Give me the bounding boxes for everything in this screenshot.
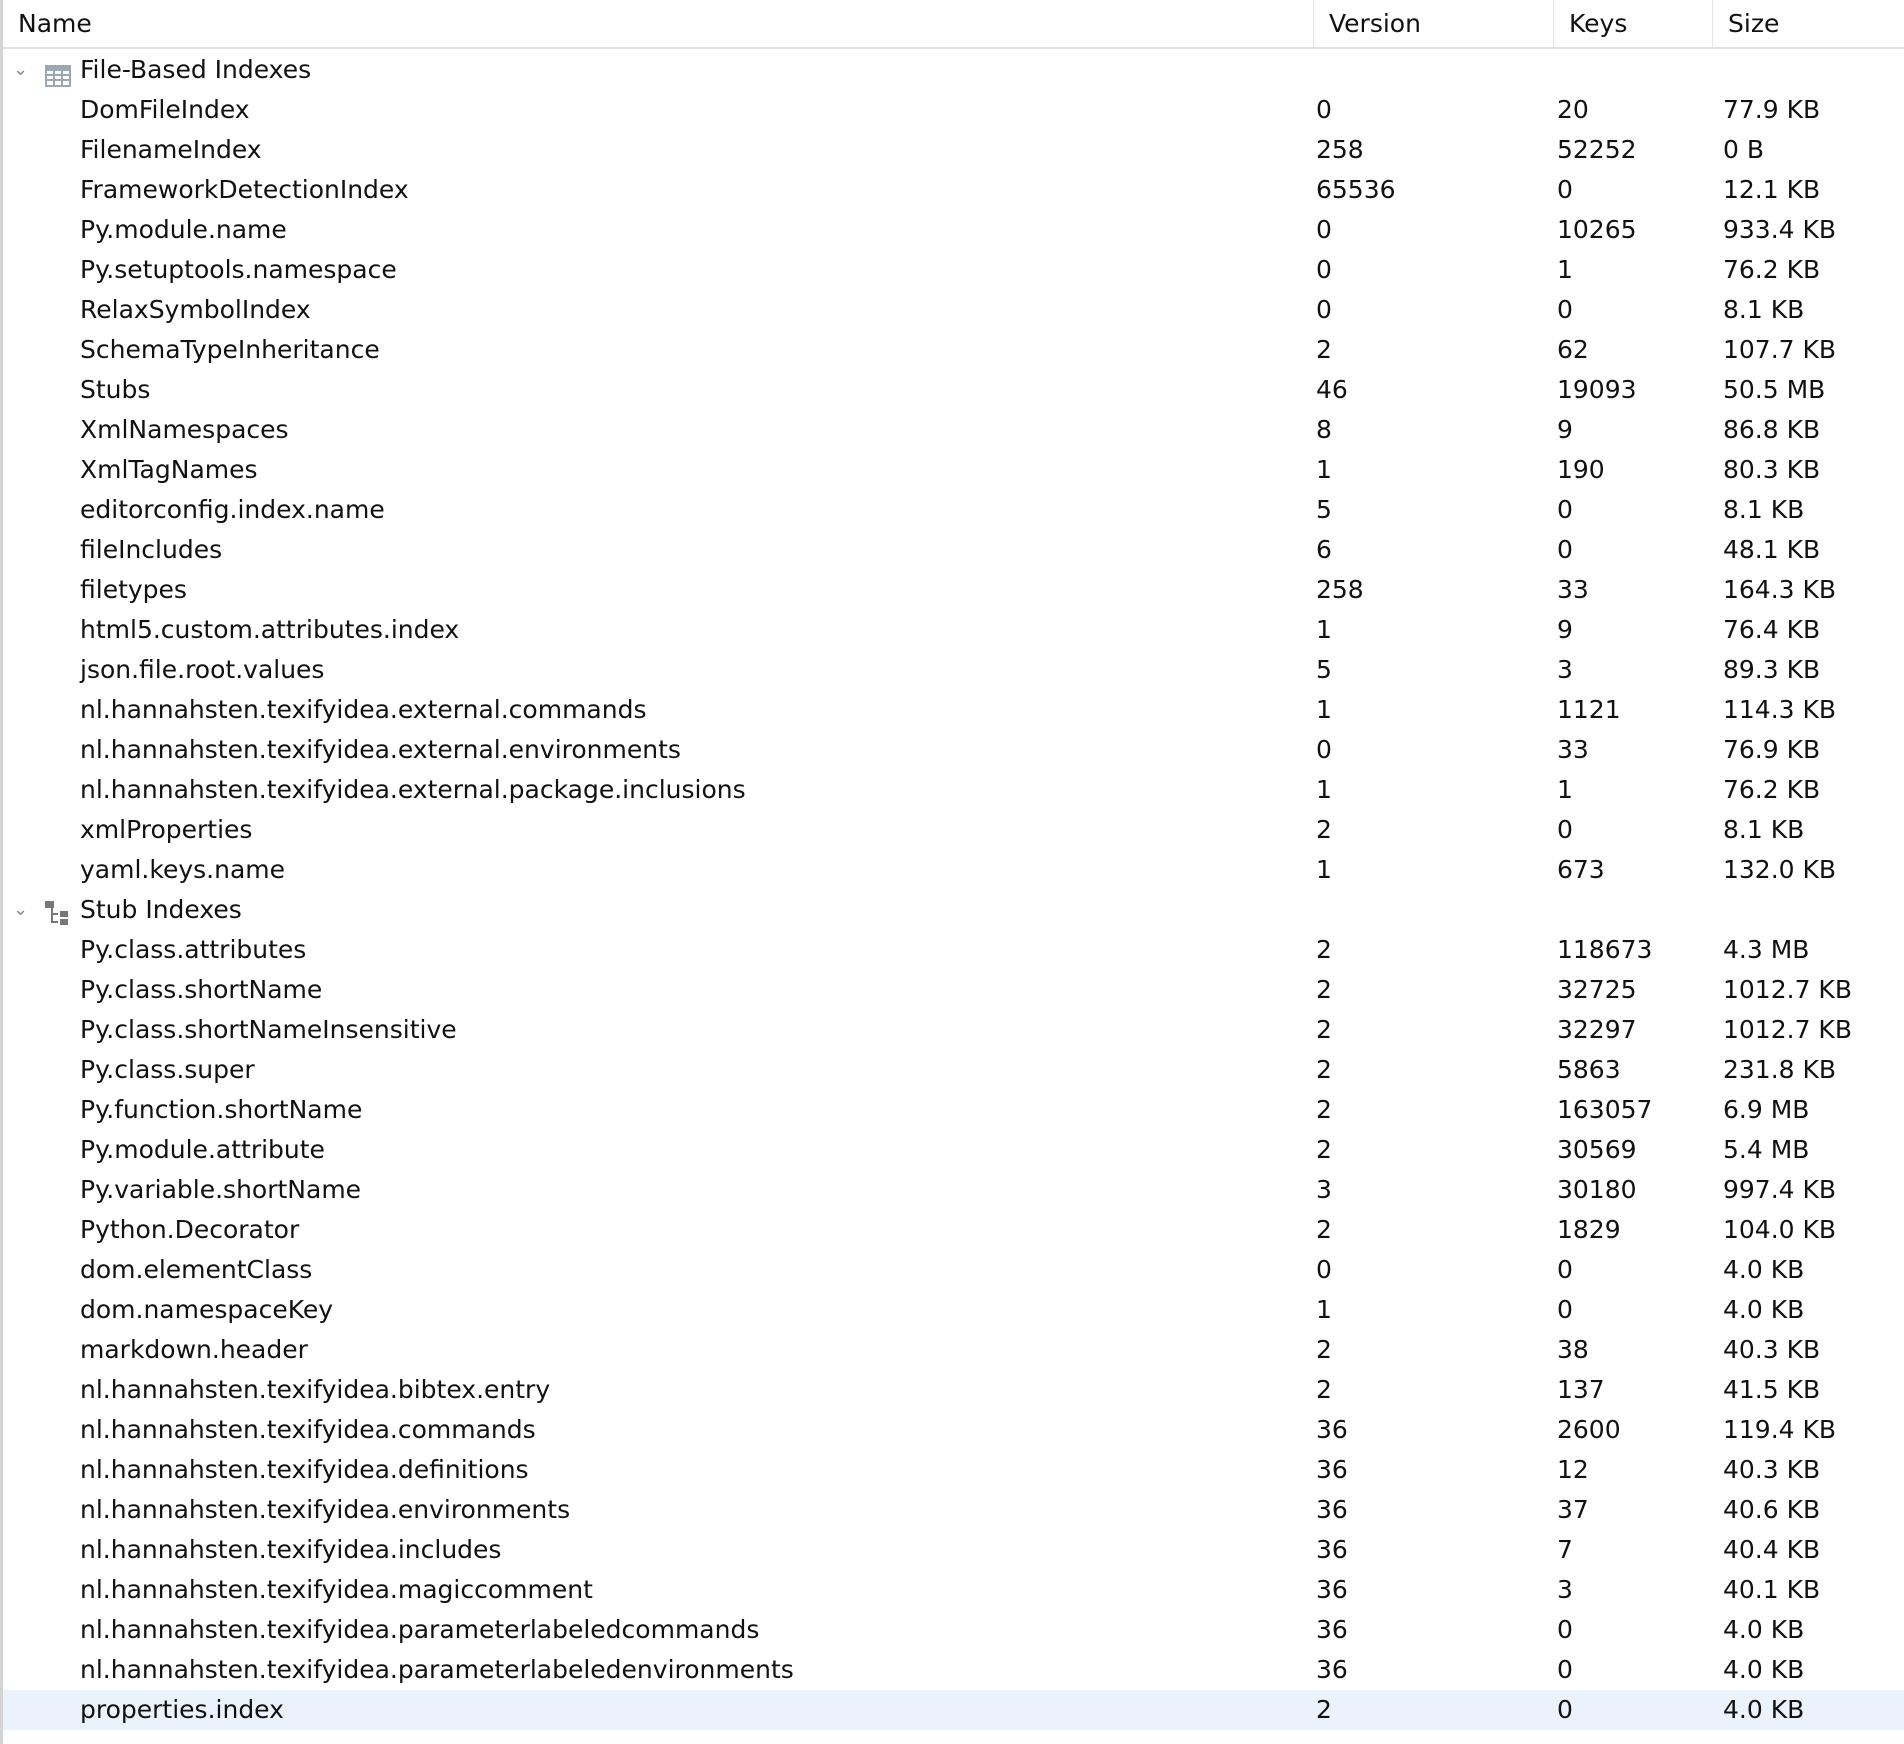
index-name: nl.hannahsten.texifyidea.includes: [80, 1535, 502, 1564]
index-keys: 0: [1557, 1695, 1573, 1724]
index-size: 104.0 KB: [1723, 1215, 1837, 1244]
index-name: SchemaTypeInheritance: [80, 335, 380, 364]
index-size: 119.4 KB: [1723, 1415, 1837, 1444]
table-row[interactable]: [3, 90, 1904, 130]
index-version: 1: [1316, 615, 1332, 644]
index-size: 4.0 KB: [1723, 1695, 1805, 1724]
index-version: 258: [1316, 135, 1364, 164]
index-size: 4.0 KB: [1723, 1295, 1805, 1324]
column-header-version[interactable]: Version: [1314, 0, 1554, 47]
index-keys: 0: [1557, 535, 1573, 564]
index-keys: 33: [1557, 575, 1589, 604]
group-label: File-Based Indexes: [80, 55, 312, 84]
table-row[interactable]: [3, 930, 1904, 970]
table-row[interactable]: [3, 370, 1904, 410]
index-name: Py.class.attributes: [80, 935, 307, 964]
index-size: 4.0 KB: [1723, 1615, 1805, 1644]
index-keys: 20: [1557, 95, 1589, 124]
index-size: 77.9 KB: [1723, 95, 1821, 124]
index-size: 40.3 KB: [1723, 1455, 1821, 1484]
index-version: 1: [1316, 775, 1332, 804]
index-keys: 62: [1557, 335, 1589, 364]
index-version: 46: [1316, 375, 1348, 404]
index-keys: 2600: [1557, 1415, 1621, 1444]
index-size: 76.2 KB: [1723, 775, 1821, 804]
index-version: 65536: [1316, 175, 1396, 204]
index-version: 0: [1316, 1255, 1332, 1284]
table-row[interactable]: [3, 610, 1904, 650]
index-version: 0: [1316, 255, 1332, 284]
table-row[interactable]: [3, 1130, 1904, 1170]
table-row[interactable]: [3, 330, 1904, 370]
index-keys: 9: [1557, 415, 1573, 444]
index-size: 164.3 KB: [1723, 575, 1837, 604]
table-row[interactable]: [3, 730, 1904, 770]
table-row[interactable]: [3, 1530, 1904, 1570]
index-keys: 673: [1557, 855, 1605, 884]
index-keys: 32725: [1557, 975, 1637, 1004]
column-header-size[interactable]: Size: [1713, 0, 1904, 47]
table-row[interactable]: [3, 850, 1904, 890]
group-row[interactable]: [3, 890, 1904, 930]
index-keys: 30569: [1557, 1135, 1637, 1164]
index-size: 40.3 KB: [1723, 1335, 1821, 1364]
table-row[interactable]: [3, 410, 1904, 450]
index-size: 132.0 KB: [1723, 855, 1837, 884]
index-version: 36: [1316, 1535, 1348, 1564]
table-row[interactable]: [3, 130, 1904, 170]
index-name: nl.hannahsten.texifyidea.parameterlabeledcommands: [80, 1615, 760, 1644]
index-version: 1: [1316, 695, 1332, 724]
column-header-keys[interactable]: Keys: [1554, 0, 1713, 47]
index-size: 997.4 KB: [1723, 1175, 1837, 1204]
index-version: 2: [1316, 1055, 1332, 1084]
index-name: nl.hannahsten.texifyidea.magiccomment: [80, 1575, 593, 1604]
index-version: 36: [1316, 1575, 1348, 1604]
index-size: 6.9 MB: [1723, 1095, 1810, 1124]
index-keys: 9: [1557, 615, 1573, 644]
index-name: Py.variable.shortName: [80, 1175, 362, 1204]
index-version: 5: [1316, 655, 1332, 684]
index-version: 2: [1316, 1695, 1332, 1724]
index-size: 114.3 KB: [1723, 695, 1837, 724]
table-row[interactable]: [3, 1090, 1904, 1130]
index-name: nl.hannahsten.texifyidea.external.commands: [80, 695, 647, 724]
index-version: 2: [1316, 1135, 1332, 1164]
index-version: 1: [1316, 1295, 1332, 1324]
table-row[interactable]: [3, 290, 1904, 330]
table-row[interactable]: [3, 450, 1904, 490]
index-size: 8.1 KB: [1723, 815, 1805, 844]
index-version: 36: [1316, 1615, 1348, 1644]
index-keys: 0: [1557, 1255, 1573, 1284]
index-name: nl.hannahsten.texifyidea.bibtex.entry: [80, 1375, 551, 1404]
index-keys: 0: [1557, 495, 1573, 524]
index-version: 8: [1316, 415, 1332, 444]
index-keys: 0: [1557, 1295, 1573, 1324]
index-name: Py.function.shortName: [80, 1095, 363, 1124]
index-version: 2: [1316, 1095, 1332, 1124]
index-name: Py.class.shortNameInsensitive: [80, 1015, 457, 1044]
table-row[interactable]: [3, 570, 1904, 610]
index-size: 41.5 KB: [1723, 1375, 1821, 1404]
index-name: XmlNamespaces: [80, 415, 289, 444]
index-size: 76.2 KB: [1723, 255, 1821, 284]
index-name: DomFileIndex: [80, 95, 250, 124]
table-row[interactable]: [3, 490, 1904, 530]
index-version: 0: [1316, 735, 1332, 764]
index-keys: 0: [1557, 815, 1573, 844]
index-size: 40.1 KB: [1723, 1575, 1821, 1604]
index-name: json.file.root.values: [80, 655, 325, 684]
index-version: 1: [1316, 855, 1332, 884]
index-name: nl.hannahsten.texifyidea.commands: [80, 1415, 536, 1444]
index-keys: 7: [1557, 1535, 1573, 1564]
index-keys: 1829: [1557, 1215, 1621, 1244]
index-version: 1: [1316, 455, 1332, 484]
index-keys: 1: [1557, 255, 1573, 284]
index-size: 8.1 KB: [1723, 495, 1805, 524]
index-keys: 30180: [1557, 1175, 1637, 1204]
index-version: 3: [1316, 1175, 1332, 1204]
table-row[interactable]: [3, 1410, 1904, 1450]
index-keys: 137: [1557, 1375, 1605, 1404]
index-version: 0: [1316, 215, 1332, 244]
index-size: 80.3 KB: [1723, 455, 1821, 484]
index-size: 5.4 MB: [1723, 1135, 1810, 1164]
index-keys: 38: [1557, 1335, 1589, 1364]
index-version: 2: [1316, 975, 1332, 1004]
index-version: 5: [1316, 495, 1332, 524]
index-name: XmlTagNames: [80, 455, 258, 484]
index-name: editorconfig.index.name: [80, 495, 385, 524]
index-keys: 3: [1557, 1575, 1573, 1604]
index-version: 2: [1316, 815, 1332, 844]
index-size: 231.8 KB: [1723, 1055, 1837, 1084]
table-row[interactable]: [3, 1490, 1904, 1530]
index-keys: 37: [1557, 1495, 1589, 1524]
index-keys: 0: [1557, 1655, 1573, 1684]
table-row[interactable]: [3, 1290, 1904, 1330]
index-name: nl.hannahsten.texifyidea.parameterlabeledenvironments: [80, 1655, 794, 1684]
index-version: 6: [1316, 535, 1332, 564]
index-keys: 19093: [1557, 375, 1637, 404]
index-size: 8.1 KB: [1723, 295, 1805, 324]
index-name: Py.module.attribute: [80, 1135, 325, 1164]
index-keys: 3: [1557, 655, 1573, 684]
index-keys: 1121: [1557, 695, 1621, 724]
index-name: markdown.header: [80, 1335, 308, 1364]
index-size: 50.5 MB: [1723, 375, 1826, 404]
index-size: 89.3 KB: [1723, 655, 1821, 684]
table-row[interactable]: [3, 1610, 1904, 1650]
table-row[interactable]: [3, 970, 1904, 1010]
index-version: 0: [1316, 295, 1332, 324]
index-name: Py.module.name: [80, 215, 287, 244]
index-keys: 32297: [1557, 1015, 1637, 1044]
index-version: 2: [1316, 1375, 1332, 1404]
index-name: nl.hannahsten.texifyidea.external.package.inclusions: [80, 775, 746, 804]
table-row[interactable]: [3, 690, 1904, 730]
index-name: fileIncludes: [80, 535, 223, 564]
index-size: 1012.7 KB: [1723, 1015, 1852, 1044]
index-name: html5.custom.attributes.index: [80, 615, 460, 644]
index-name: FrameworkDetectionIndex: [80, 175, 409, 204]
index-size: 40.6 KB: [1723, 1495, 1821, 1524]
index-name: Python.Decorator: [80, 1215, 300, 1244]
index-keys: 52252: [1557, 135, 1637, 164]
index-name: properties.index: [80, 1695, 284, 1724]
index-name: FilenameIndex: [80, 135, 262, 164]
index-version: 0: [1316, 95, 1332, 124]
table-row[interactable]: [3, 1370, 1904, 1410]
index-keys: 0: [1557, 295, 1573, 324]
table-row[interactable]: [3, 170, 1904, 210]
index-version: 36: [1316, 1495, 1348, 1524]
table-icon: [45, 59, 71, 81]
hierarchy-icon: [45, 899, 71, 921]
table-row[interactable]: [3, 210, 1904, 250]
index-keys: 10265: [1557, 215, 1637, 244]
index-size: 40.4 KB: [1723, 1535, 1821, 1564]
chevron-down-icon[interactable]: ⌄: [13, 59, 29, 80]
table-row[interactable]: [3, 1690, 1904, 1730]
table-row[interactable]: [3, 810, 1904, 850]
table-row[interactable]: [3, 1330, 1904, 1370]
index-name: Py.setuptools.namespace: [80, 255, 397, 284]
index-keys: 12: [1557, 1455, 1589, 1484]
index-size: 4.0 KB: [1723, 1655, 1805, 1684]
index-name: nl.hannahsten.texifyidea.environments: [80, 1495, 571, 1524]
index-keys: 1: [1557, 775, 1573, 804]
table-row[interactable]: [3, 1010, 1904, 1050]
index-name: nl.hannahsten.texifyidea.definitions: [80, 1455, 529, 1484]
index-size: 0 B: [1723, 135, 1765, 164]
index-size: 4.3 MB: [1723, 935, 1810, 964]
index-version: 2: [1316, 1335, 1332, 1364]
index-name: yaml.keys.name: [80, 855, 285, 884]
index-version: 36: [1316, 1415, 1348, 1444]
index-version: 36: [1316, 1655, 1348, 1684]
index-name: dom.namespaceKey: [80, 1295, 334, 1324]
index-name: nl.hannahsten.texifyidea.external.environments: [80, 735, 681, 764]
table-row[interactable]: [3, 530, 1904, 570]
chevron-down-icon[interactable]: ⌄: [13, 899, 29, 920]
index-keys: 33: [1557, 735, 1589, 764]
table-row[interactable]: [3, 1170, 1904, 1210]
index-keys: 163057: [1557, 1095, 1653, 1124]
index-name: filetypes: [80, 575, 187, 604]
index-tree-table: [3, 50, 1904, 1730]
table-row[interactable]: [3, 1450, 1904, 1490]
index-size: 1012.7 KB: [1723, 975, 1852, 1004]
table-row[interactable]: [3, 250, 1904, 290]
index-size: 107.7 KB: [1723, 335, 1837, 364]
index-size: 12.1 KB: [1723, 175, 1821, 204]
index-size: 76.4 KB: [1723, 615, 1821, 644]
table-row[interactable]: [3, 770, 1904, 810]
index-keys: 0: [1557, 1615, 1573, 1644]
table-row[interactable]: [3, 1250, 1904, 1290]
index-keys: 5863: [1557, 1055, 1621, 1084]
index-name: RelaxSymbolIndex: [80, 295, 311, 324]
table-header: [3, 0, 1904, 49]
index-name: Py.class.shortName: [80, 975, 323, 1004]
index-keys: 190: [1557, 455, 1605, 484]
table-row[interactable]: [3, 1210, 1904, 1250]
table-row[interactable]: [3, 1050, 1904, 1090]
index-size: 48.1 KB: [1723, 535, 1821, 564]
index-name: xmlProperties: [80, 815, 253, 844]
table-row[interactable]: [3, 650, 1904, 690]
index-size: 933.4 KB: [1723, 215, 1837, 244]
table-row[interactable]: [3, 1650, 1904, 1690]
index-version: 258: [1316, 575, 1364, 604]
index-name: Py.class.super: [80, 1055, 255, 1084]
group-row[interactable]: [3, 50, 1904, 90]
index-keys: 0: [1557, 175, 1573, 204]
table-row[interactable]: [3, 1570, 1904, 1610]
index-size: 86.8 KB: [1723, 415, 1821, 444]
index-version: 36: [1316, 1455, 1348, 1484]
index-name: Stubs: [80, 375, 151, 404]
index-size: 76.9 KB: [1723, 735, 1821, 764]
index-keys: 118673: [1557, 935, 1653, 964]
column-header-name[interactable]: Name: [3, 0, 1314, 47]
index-size: 4.0 KB: [1723, 1255, 1805, 1284]
index-version: 2: [1316, 1015, 1332, 1044]
index-version: 2: [1316, 935, 1332, 964]
index-name: dom.elementClass: [80, 1255, 313, 1284]
index-version: 2: [1316, 1215, 1332, 1244]
index-version: 2: [1316, 335, 1332, 364]
group-label: Stub Indexes: [80, 895, 242, 924]
